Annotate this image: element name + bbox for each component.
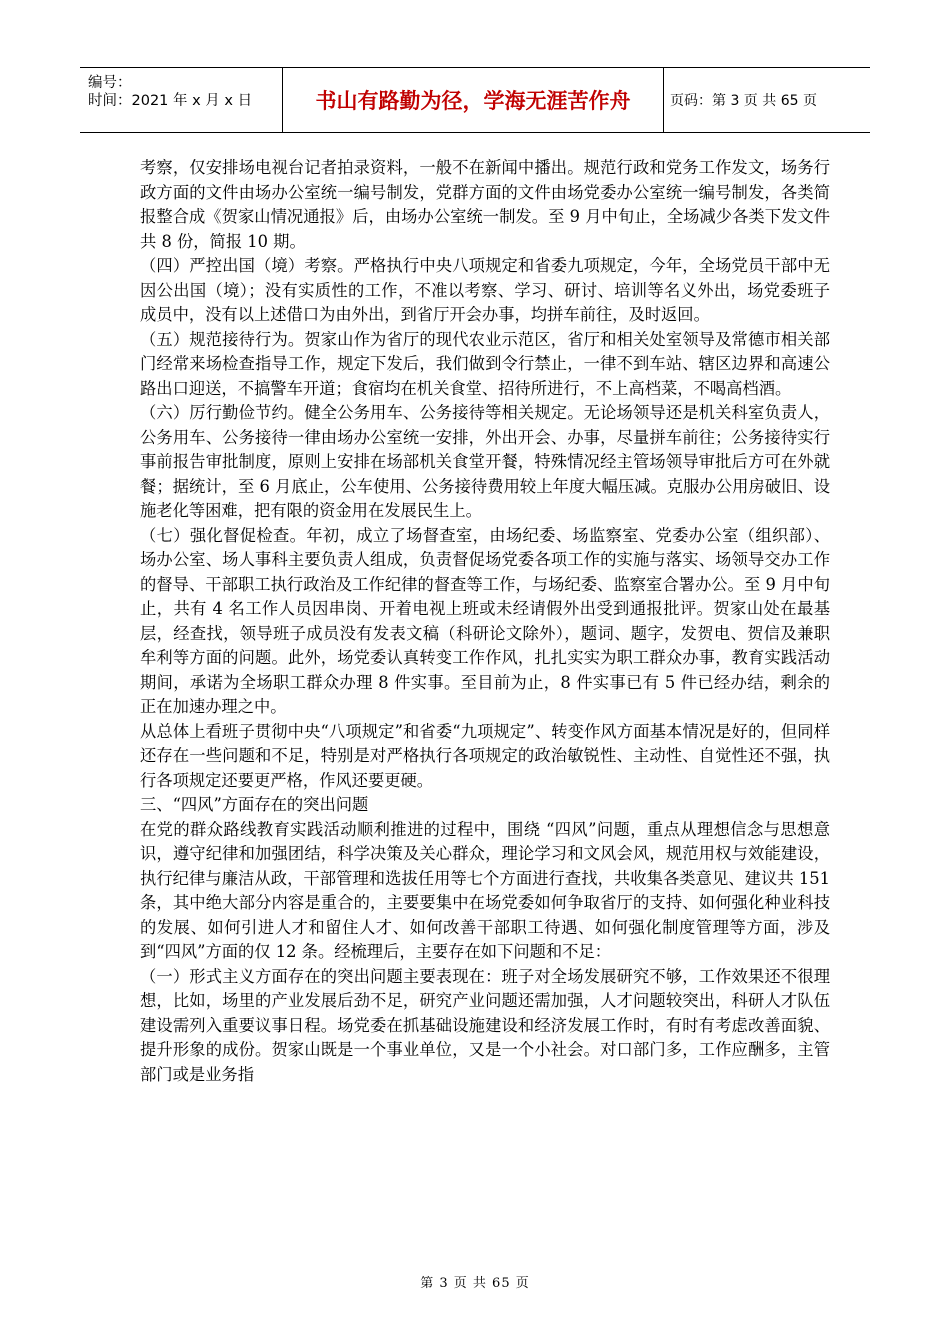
paragraph: （一）形式主义方面存在的突出问题主要表现在：班子对全场发展研究不够，工作效果还不很理想，比如，场里的产业发展后劲不足，研究产业问题还需加强，人才问题较突出，科研人才队伍建设需列入重要议事日程。场党委在抓基础设施建设和经济发展工作时，有时有考虑改善面貌、提升形象的成份。贺家山既是一个事业单位，又是一个小社会。对口部门多，工作应酬多，主管部门或是业务指	[140, 966, 830, 1084]
page-info: 页码：第 3 页 共 65 页	[670, 93, 817, 109]
page-header	[80, 67, 870, 133]
page-footer: 第 3 页 共 65 页	[420, 1276, 530, 1291]
header-motto-cell	[282, 68, 664, 132]
paragraph: （五）规范接待行为。贺家山作为省厅的现代农业示范区，省厅和相关处室领导及常德市相关部门经常来场检查指导工作，规定下发后，我们做到令行禁止，一律不到车站、辖区边界和高速公路出口迎送，不搞警车开道；食宿均在机关食堂、招待所进行，不上高档菜，不喝高档酒。	[140, 329, 830, 398]
paragraph: 从总体上看班子贯彻中央“八项规定”和省委“九项规定”、转变作风方面基本情况是好的，但同样还存在一些问题和不足，特别是对严格执行各项规定的政治敏锐性、主动性、自觉性还不强，执行各项规定还要更严格，作风还要更硬。	[140, 721, 830, 790]
number-label: 编号：	[88, 75, 132, 91]
document-body	[140, 156, 830, 1087]
paragraph: （六）厉行勤俭节约。健全公务用车、公务接待等相关规定。无论场领导还是机关科室负责人，公务用车、公务接待一律由场办公室统一安排，外出开会、办事，尽量拼车前往；公务接待实行事前报告审批制度，原则上安排在场部机关食堂开餐，特殊情况经主管场领导审批后方可在外就餐；据统计，至 6 月底止，公车使用、公务接待费用较上年度大幅压减。克服办公用房破旧、设施老化等困难，把有限的资金用在发展民生上。	[140, 403, 830, 520]
paragraph: （七）强化督促检查。年初，成立了场督查室，由场纪委、场监察室、党委办公室（组织部）、场办公室、场人事科主要负责人组成，负责督促场党委各项工作的实施与落实、场领导交办工作的督导、干部职工执行政治及工作纪律的督查等工作，与场纪委、监察室合署办公。至 9 月中旬止，共有 4 名工作人员因串岗、开着电视上班或未经请假外出受到通报批评。贺家山处在最基层，经查找，领导班子成员没有发表文稿（科研论文除外），题词、题字，发贺电、贺信及兼职牟利等方面的问题。此外，场党委认真转变工作作风，扎扎实实为职工群众办事，教育实践活动期间，承诺为全场职工群众办理 8 件实事。至目前为止，8 件实事已有 5 件已经办结，剩余的正在加速办理之中。	[140, 525, 830, 716]
paragraph: 考察，仅安排场电视台记者拍录资料，一般不在新闻中播出。规范行政和党务工作发文，场务行政方面的文件由场办公室统一编号制发，党群方面的文件由场党委办公室统一编号制发，各类简报整合成《贺家山情况通报》后，由场办公室统一制发。至 9 月中旬止，全场减少各类下发文件共 8 份，简报 10 期。	[140, 158, 830, 251]
header-meta	[80, 68, 282, 132]
time-label: 时间：2021 年 x 月 x 日	[88, 93, 253, 109]
paragraph: （四）严控出国（境）考察。严格执行中央八项规定和省委九项规定，今年，全场党员干部中无因公出国（境）；没有实质性的工作，不准以考察、学习、研讨、培训等名义外出，场党委班子成员中，没有以上述借口为由外出，到省厅开会办事，均拼车前往，及时返回。	[140, 256, 830, 324]
section-heading: 三、“四风”方面存在的突出问题	[140, 795, 369, 814]
paragraph: 在党的群众路线教育实践活动顺利推进的过程中，围绕 “四风”问题，重点从理想信念与思想意识，遵守纪律和加强团结，科学决策及关心群众，理论学习和文风会风，规范用权与效能建设，执行纪律与廉洁从政，干部管理和选拔任用等七个方面进行查找，共收集各类意见、建议共 151 条，其中绝大部分内容是重合的，主要要集中在场党委如何争取省厅的支持、如何强化种业科技的发展、如何引进人才和留住人才、如何改善干部职工待遇、如何强化制度管理等方面，涉及到“四风”方面的仅 12 条。经梳理后，主要存在如下问题和不足：	[140, 819, 830, 961]
motto-text: 书山有路勤为径，学海无涯苦作舟	[315, 89, 631, 113]
